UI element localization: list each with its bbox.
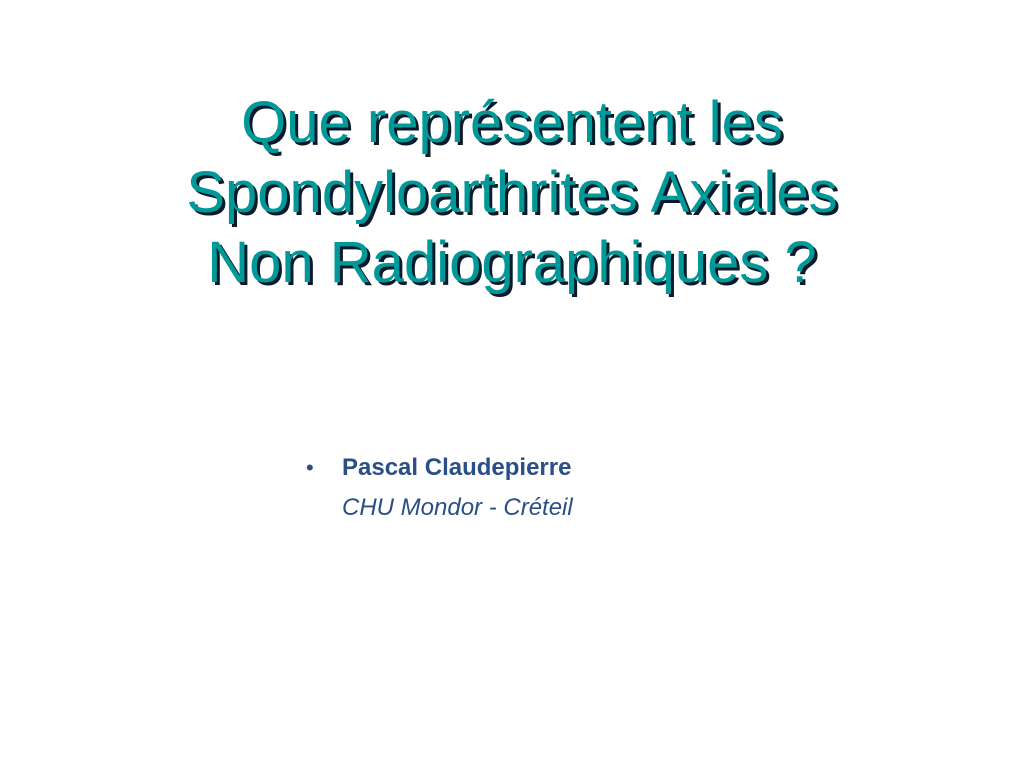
slide-title <box>60 88 964 298</box>
title-line-2: Spondyloarthrites Axiales <box>186 160 838 225</box>
title-line-3: Non Radiographiques ? <box>207 230 817 295</box>
bullet-point: • <box>306 455 314 480</box>
author-affiliation: CHU Mondor - Créteil <box>342 494 573 521</box>
author-name: Pascal Claudepierre <box>342 454 572 481</box>
title-line-1: Que représentent les <box>241 90 783 155</box>
